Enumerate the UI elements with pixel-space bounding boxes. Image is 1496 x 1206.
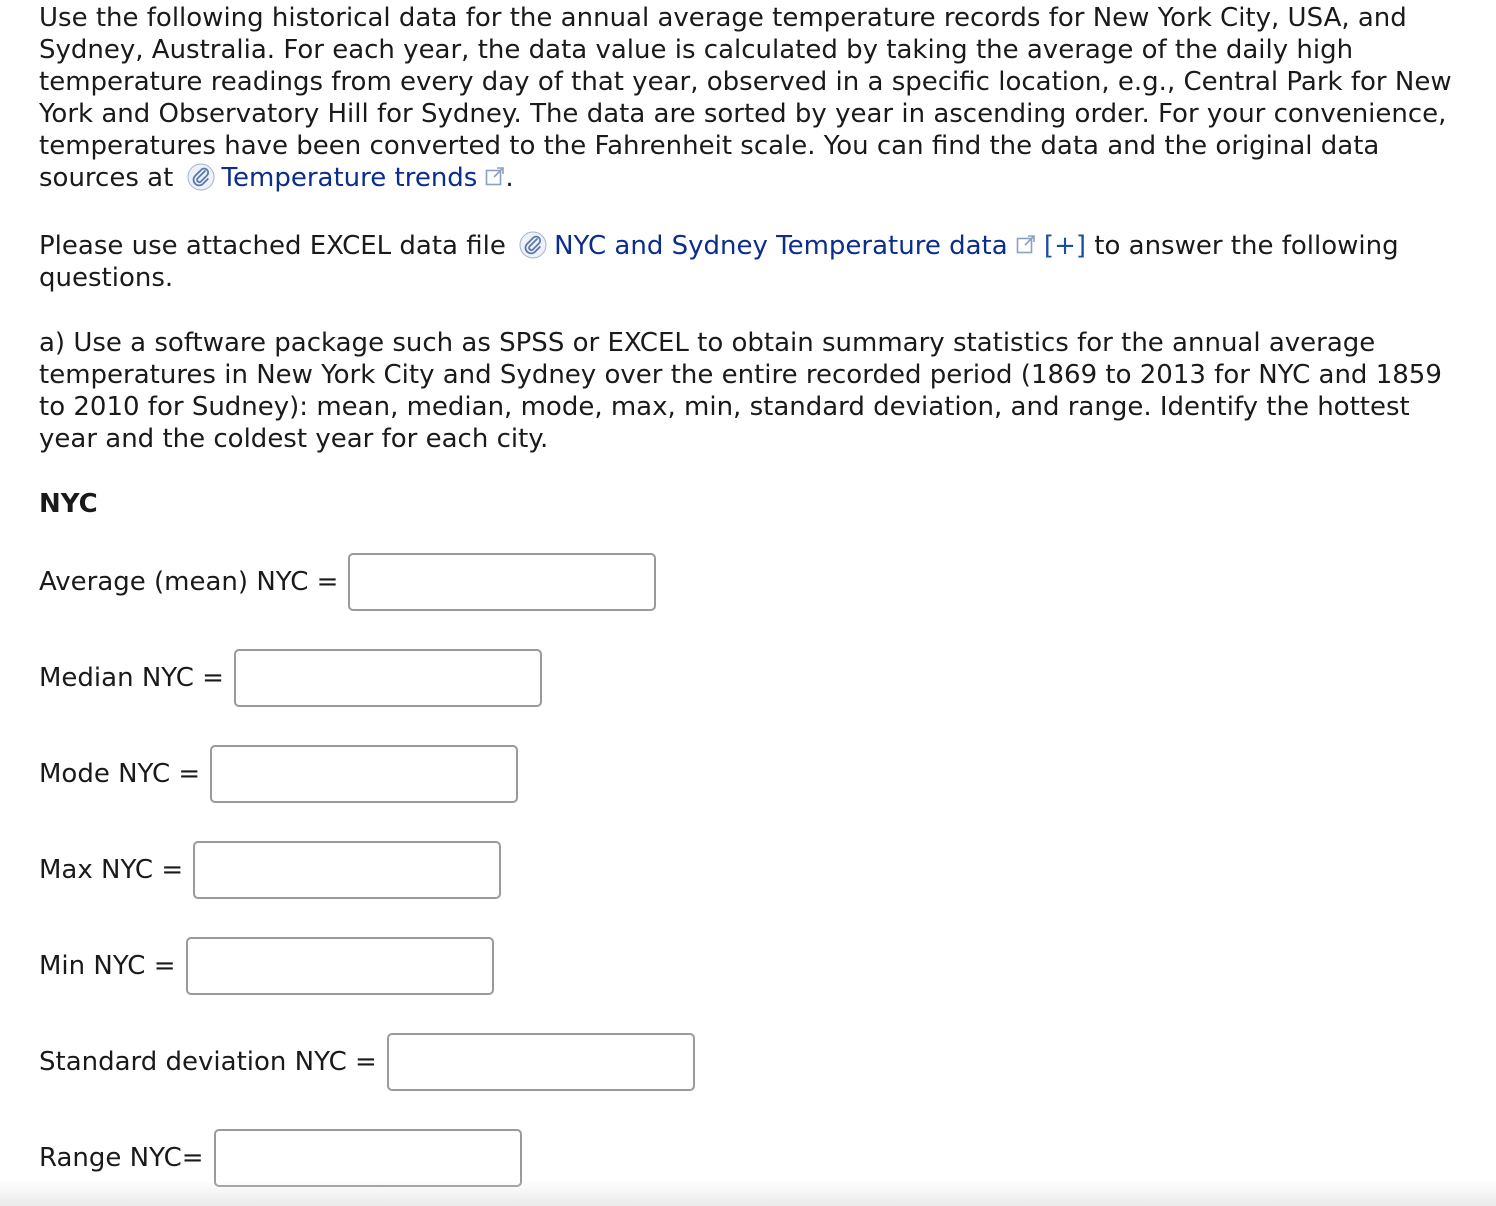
temperature-trends-link[interactable]: Temperature trends (221, 163, 478, 193)
intro-trailing-period: . (505, 163, 514, 193)
range-input[interactable] (214, 1129, 522, 1187)
max-label: Max NYC = (39, 855, 184, 885)
question-a-text: a) Use a software package such as SPSS or EXCEL to obtain summary statistics for the annual average temperatures in New York City and Sydney over the entire recorded period (1869 to 2013 for NYC and 1859 to 2010 for Sudney): mean, median, mode, max, min, standard deviation, and range. Identify the hottest year and the coldest year for each city. (39, 328, 1442, 454)
range-label: Range NYC= (39, 1143, 204, 1173)
section-heading-nyc: NYC (39, 489, 98, 519)
stddev-input[interactable] (387, 1033, 695, 1091)
mode-input[interactable] (210, 745, 518, 803)
min-input[interactable] (186, 937, 494, 995)
external-link-icon[interactable] (1016, 234, 1036, 254)
min-label: Min NYC = (39, 951, 176, 981)
mean-label: Average (mean) NYC = (39, 567, 339, 597)
mode-label: Mode NYC = (39, 759, 201, 789)
attachment-paragraph (39, 230, 1459, 294)
expand-attachment-button[interactable]: [+] (1043, 231, 1086, 261)
range-field-row (39, 1129, 522, 1187)
mean-field-row (39, 553, 656, 611)
median-label: Median NYC = (39, 663, 224, 693)
mode-field-row (39, 745, 518, 803)
min-field-row (39, 937, 494, 995)
nyc-sydney-data-link[interactable]: NYC and Sydney Temperature data (554, 231, 1008, 261)
median-field-row (39, 649, 542, 707)
bottom-shadow (0, 1180, 1496, 1206)
intro-text: Use the following historical data for the annual average temperature records for New York City, USA, and Sydney, Australia. For each year, the data value is calculated by taking the average of the daily high temperature readings from every day of that year, observed in a specific location, e.g., Central Park for New York and Observatory Hill for Sydney. The data are sorted by year in ascending order. For your convenience, temperatures have been converted to the Fahrenheit scale. You can find the data and the original data sources at (39, 3, 1452, 193)
median-input[interactable] (234, 649, 542, 707)
stddev-label: Standard deviation NYC = (39, 1047, 377, 1077)
stddev-field-row (39, 1033, 695, 1091)
attachment-trailing-text: to answer the following questions. (39, 231, 1399, 293)
paperclip-icon (186, 162, 216, 192)
max-field-row (39, 841, 501, 899)
question-content (39, 2, 1459, 520)
attachment-text: Please use attached EXCEL data file (39, 231, 506, 261)
mean-input[interactable] (348, 553, 656, 611)
intro-paragraph (39, 2, 1459, 194)
paperclip-icon (518, 230, 548, 260)
external-link-icon[interactable] (485, 166, 505, 186)
max-input[interactable] (193, 841, 501, 899)
